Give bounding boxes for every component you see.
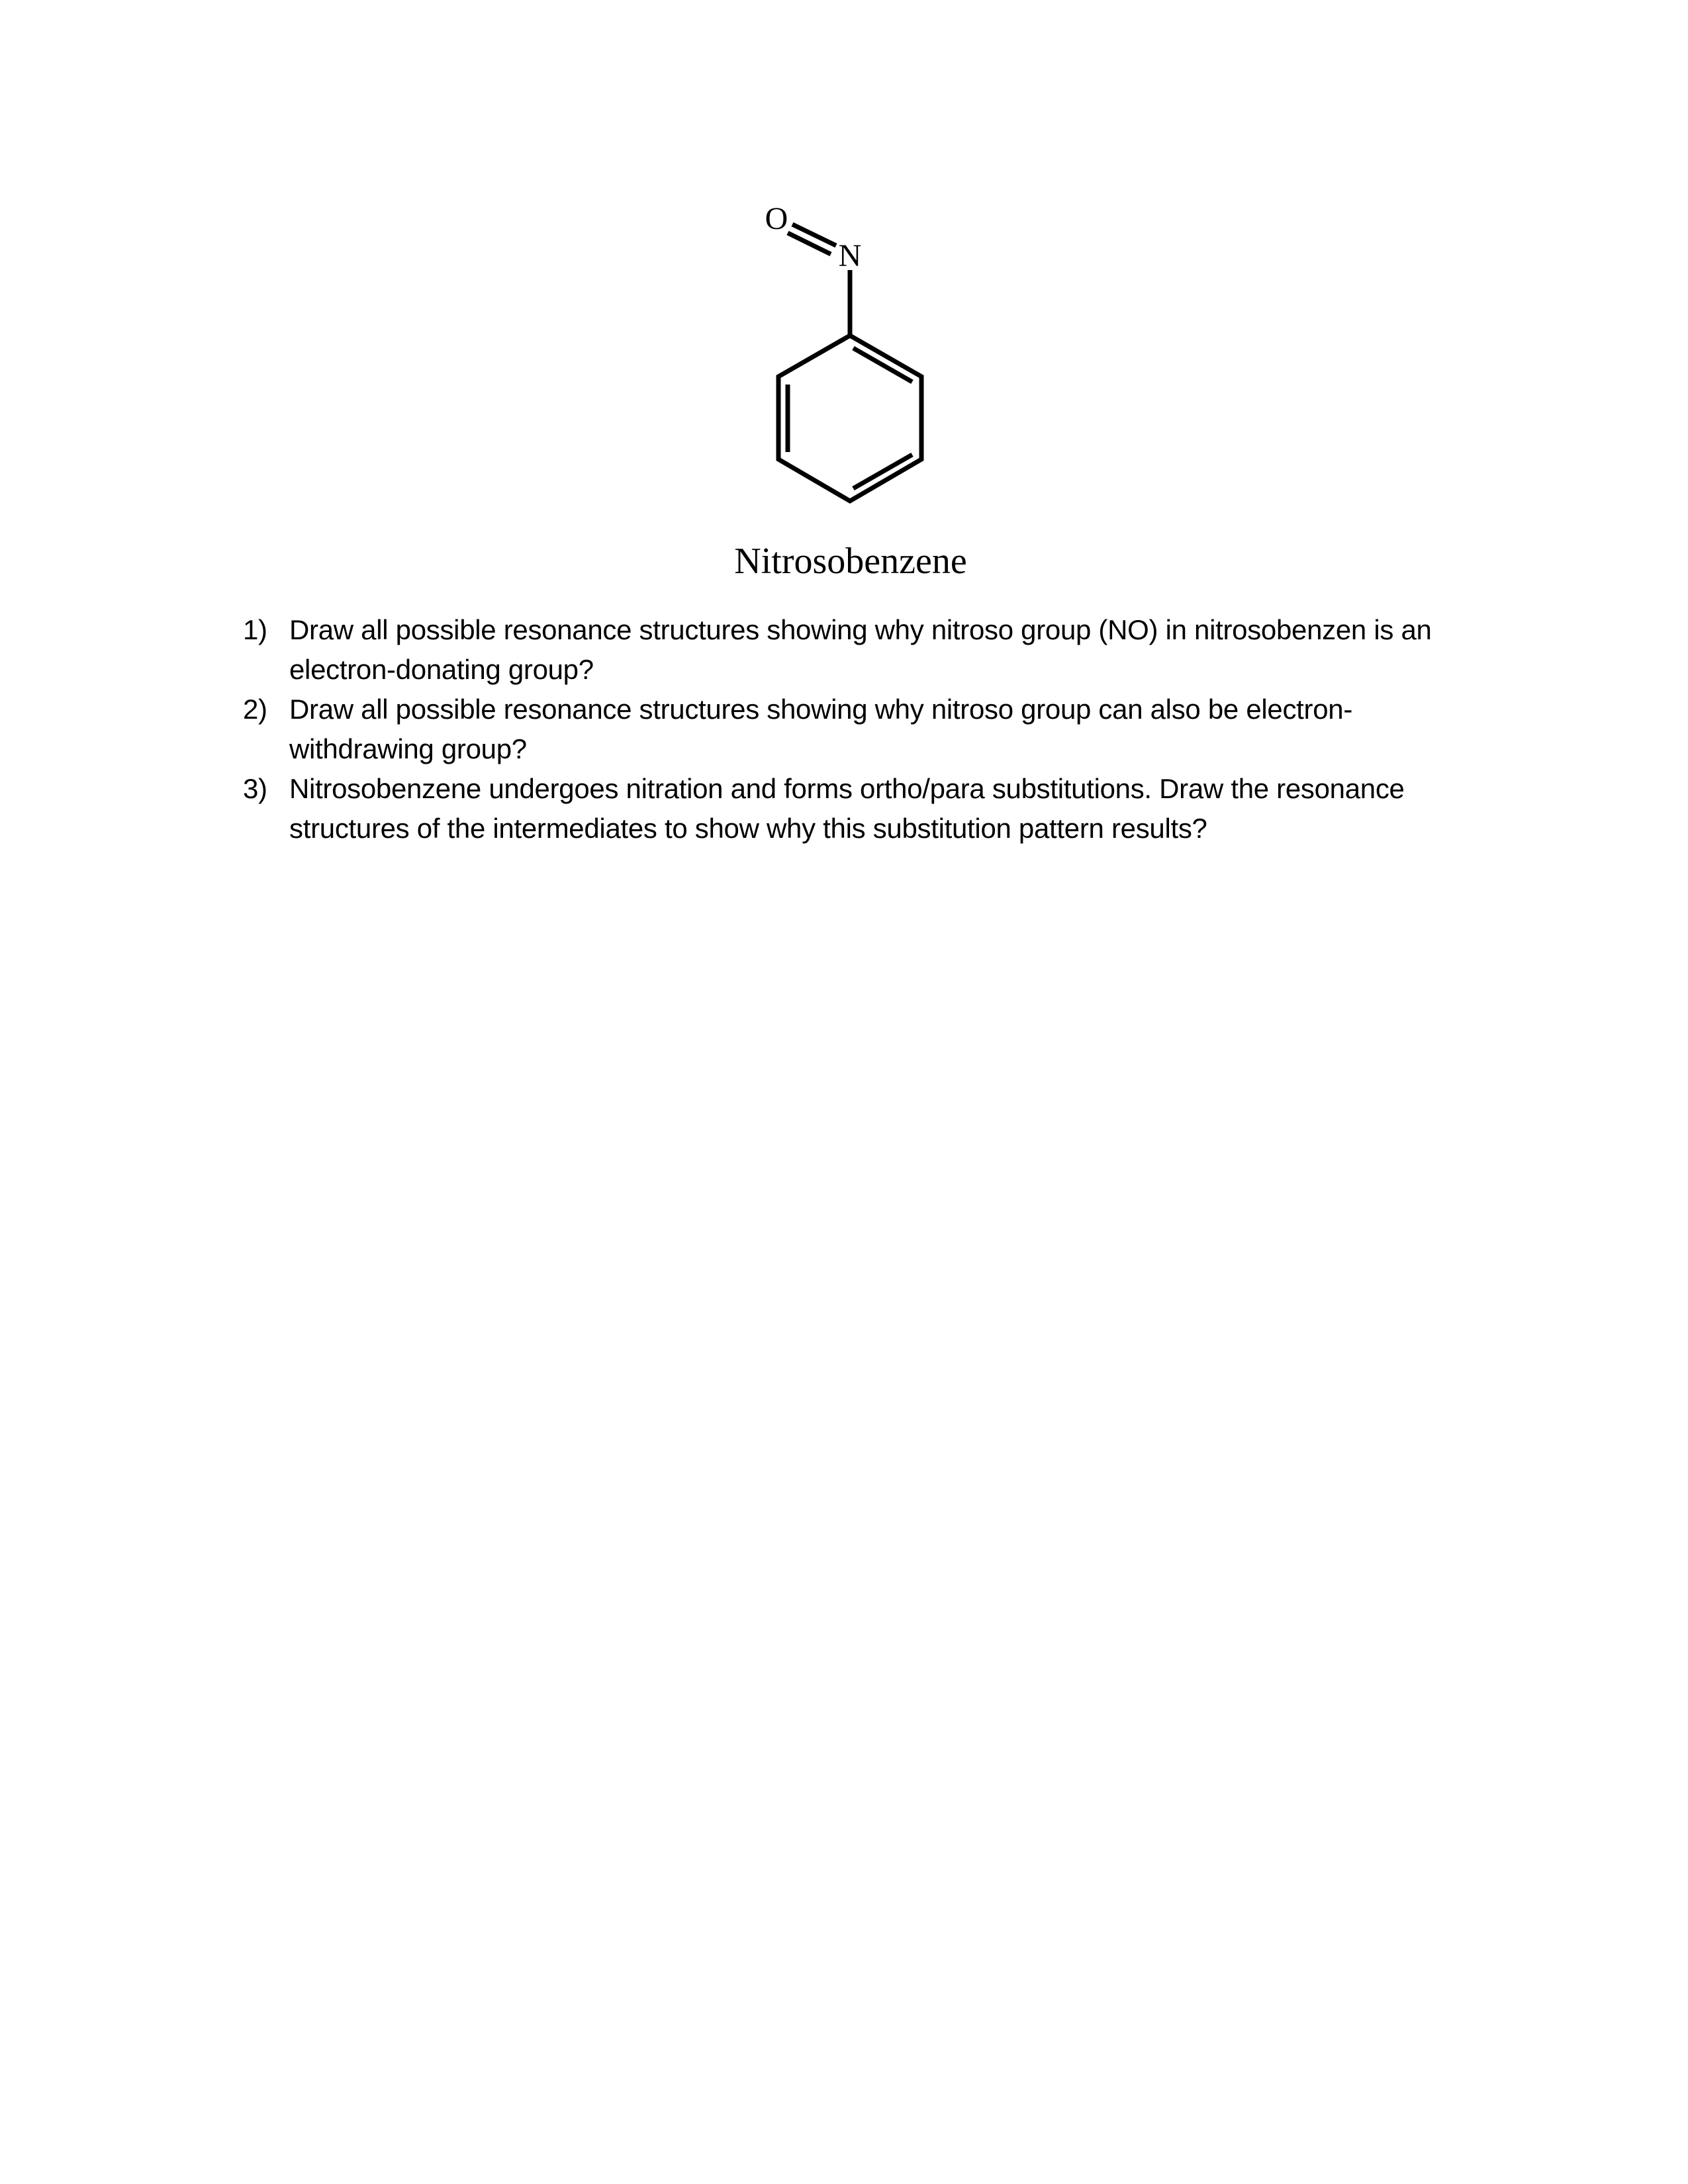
question-number: 1)	[243, 614, 267, 645]
question-item-3	[243, 769, 1432, 848]
question-text	[289, 769, 1405, 848]
question-text-line: Draw all possible resonance structures showing why nitroso group (NO) in nitrosobenzen is an	[289, 614, 1432, 645]
nitrogen-atom-label: N	[838, 238, 862, 273]
figure-caption: Nitrosobenzene	[734, 541, 967, 582]
question-text-line: withdrawing group?	[289, 733, 527, 764]
question-number: 2)	[243, 694, 267, 725]
question-text-line: electron-donating group?	[289, 654, 594, 685]
no-double-bond-line-2	[788, 233, 831, 254]
question-text-line: structures of the intermediates to show why this substitution pattern results?	[289, 813, 1207, 844]
question-item-2	[243, 690, 1432, 769]
nitrosobenzene-structure-figure	[728, 192, 973, 516]
question-text	[289, 690, 1352, 769]
question-text	[289, 610, 1432, 690]
question-number: 3)	[243, 773, 267, 804]
nitrosobenzene-structure-drawing	[728, 192, 973, 516]
question-item-1	[243, 610, 1432, 690]
oxygen-atom-label: O	[765, 201, 788, 236]
question-text-line: Nitrosobenzene undergoes nitration and forms ortho/para substitutions. Draw the resonance	[289, 773, 1405, 804]
question-list	[243, 610, 1432, 848]
no-double-bond-line-1	[792, 224, 836, 246]
benzene-ring	[778, 336, 921, 501]
question-text-line: Draw all possible resonance structures showing why nitroso group can also be electron-	[289, 694, 1353, 725]
